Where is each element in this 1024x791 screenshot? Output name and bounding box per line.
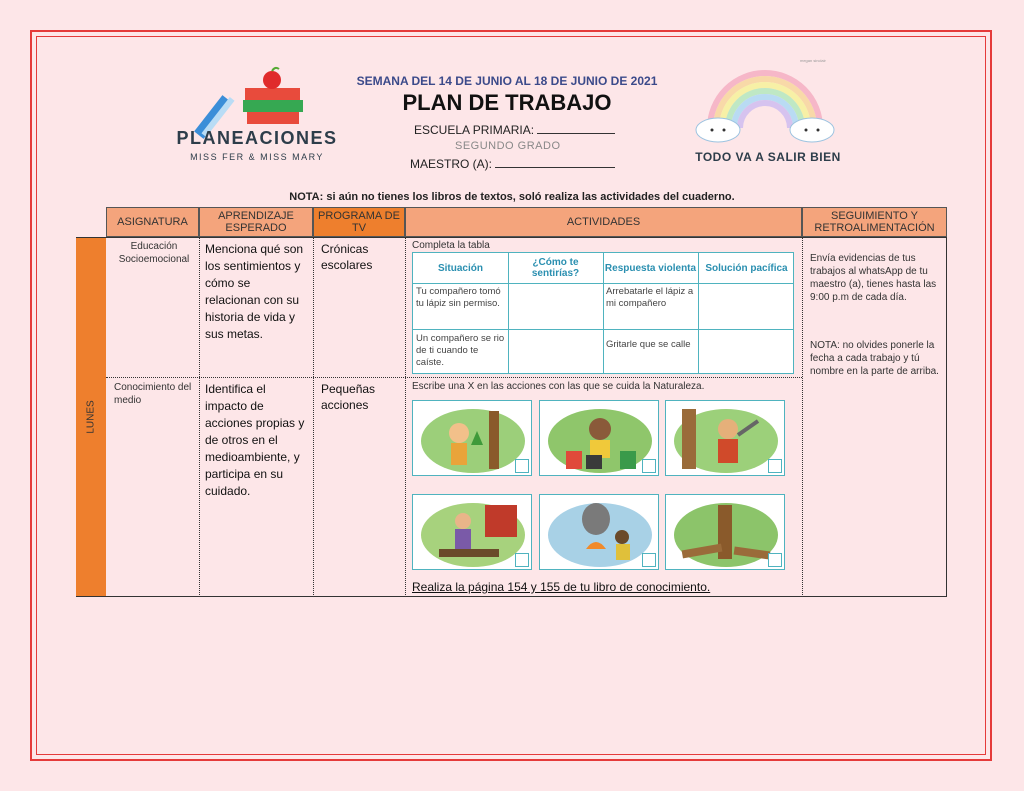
school-field xyxy=(414,123,615,137)
girl-recycling-image xyxy=(539,400,659,476)
feelings-table-header: Respuesta violenta xyxy=(604,262,697,274)
col-divider xyxy=(199,237,200,597)
motto-text: TODO VA A SALIR BIEN xyxy=(695,150,841,164)
day-band xyxy=(76,238,106,596)
woman-watering-garden-image xyxy=(412,494,532,570)
top-note: NOTA: si aún no tienes los libros de textos, soló realiza las actividades del cuaderno. xyxy=(289,191,735,203)
man-cutting-tree-image xyxy=(665,400,785,476)
follow-up-note: NOTA: no olvides ponerle la fecha a cada trabajo y tú nombre en la parte de arriba. xyxy=(810,340,939,377)
follow-up-text: Envía evidencias de tus trabajos al whatsApp de tu maestro (a), tienes hasta las 9:00 p.m de cada día. xyxy=(810,253,937,303)
col-header-programa: PROGRAMA DE TV xyxy=(313,207,405,237)
grade-label: SEGUNDO GRADO xyxy=(455,140,561,152)
subject-conocimiento: Conocimiento del medio xyxy=(114,382,192,406)
feelings-table-divider xyxy=(413,329,793,330)
row-divider xyxy=(106,377,802,378)
tv-program-socioemocional: Crónicas escolares xyxy=(321,242,373,272)
page-title: PLAN DE TRABAJO xyxy=(402,90,612,115)
rainbow-clouds-icon xyxy=(690,58,840,148)
feelings-table-divider xyxy=(698,253,699,373)
day-label: LUNES xyxy=(85,400,97,434)
learning-socioemocional: Menciona qué son los sentimientos y cómo se relacionan con su historia de vida y sus metas. xyxy=(205,242,304,341)
signature-text: megan sinclair xyxy=(800,58,826,63)
checkbox[interactable] xyxy=(642,553,656,567)
boy-planting-tree-image xyxy=(412,400,532,476)
checkbox[interactable] xyxy=(515,459,529,473)
col-divider xyxy=(802,237,803,597)
col-header-aprendizaje: APRENDIZAJE ESPERADO xyxy=(199,207,313,237)
logo-subtitle: MISS FER & MISS MARY xyxy=(190,152,324,162)
teacher-field xyxy=(410,157,615,171)
col-divider xyxy=(313,237,314,597)
feelings-table-divider xyxy=(603,253,604,373)
teacher-blank xyxy=(495,157,615,168)
checkbox[interactable] xyxy=(768,553,782,567)
feelings-table-cell: Gritarle que se calle xyxy=(606,339,691,350)
fallen-trees-image xyxy=(665,494,785,570)
school-label: ESCUELA PRIMARIA: xyxy=(414,123,535,137)
activity-intro-conocimiento: Escribe una X en las acciones con las que se cuida la Naturaleza. xyxy=(412,381,705,392)
col-header-asignatura: ASIGNATURA xyxy=(106,207,199,237)
col-header-seguimiento: SEGUIMIENTO Y RETROALIMENTACIÓN xyxy=(802,207,947,237)
teacher-label: MAESTRO (A): xyxy=(410,157,493,171)
feelings-table xyxy=(412,252,794,374)
checkbox[interactable] xyxy=(642,459,656,473)
col-divider xyxy=(405,237,406,597)
child-burning-trash-image xyxy=(539,494,659,570)
tv-program-conocimiento: Pequeñas acciones xyxy=(321,382,376,412)
school-blank xyxy=(537,123,615,134)
feelings-table-cell: Un compañero se rio de ti cuando te caíste. xyxy=(416,333,505,368)
week-range: SEMANA DEL 14 DE JUNIO AL 18 DE JUNIO DE 2021 xyxy=(356,74,658,88)
feelings-table-header: Situación xyxy=(437,262,483,274)
feelings-table-header: Solución pacífica xyxy=(705,262,788,274)
feelings-table-cell: Arrebatarle el lápiz a mi compañero xyxy=(606,286,694,309)
activity-intro-socioemocional: Completa la tabla xyxy=(412,240,490,251)
feelings-table-header: ¿Cómo te sentirías? xyxy=(531,257,580,279)
checkbox[interactable] xyxy=(515,553,529,567)
book-page-instruction: Realiza la página 154 y 155 de tu libro de conocimiento. xyxy=(412,580,711,594)
feelings-table-divider xyxy=(508,253,509,373)
logo-title: PLANEACIONES xyxy=(176,128,338,148)
subject-socioemocional: Educación Socioemocional xyxy=(118,241,190,265)
feelings-table-divider xyxy=(413,283,793,284)
checkbox[interactable] xyxy=(768,459,782,473)
learning-conocimiento: Identifica el impacto de acciones propias y de otros en el medioambiente, y participa en su cuidado. xyxy=(205,382,305,498)
col-header-actividades: ACTIVIDADES xyxy=(405,207,802,237)
feelings-table-cell: Tu compañero tomó tu lápiz sin permiso. xyxy=(416,286,501,309)
